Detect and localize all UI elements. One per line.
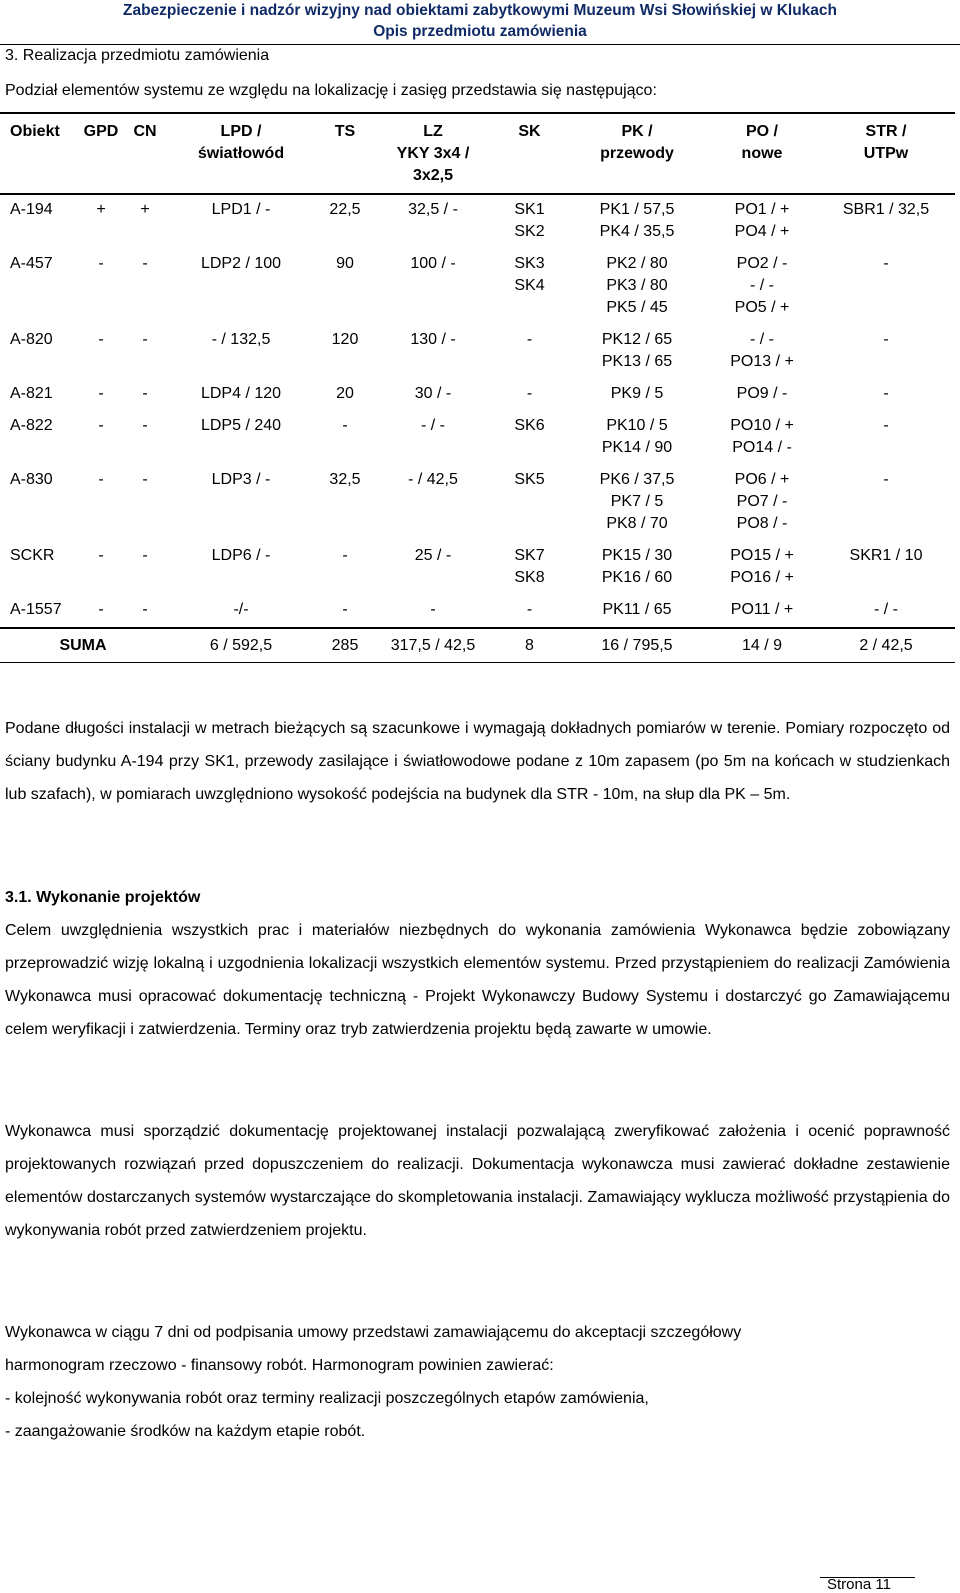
paragraph-schedule — [5, 1316, 950, 1448]
document-header — [0, 0, 960, 42]
table-body — [0, 194, 955, 628]
cell-lpd: LDP3 / - — [211, 471, 271, 488]
cell-sk-line: SK4 — [514, 277, 545, 294]
cell-lz: 32,5 / - — [408, 201, 458, 218]
cell-str: SBR1 / 32,5 — [842, 201, 930, 218]
cell-pk-line: PK7 / 5 — [610, 493, 664, 510]
col-header-pk — [567, 113, 707, 194]
subsection-title: 3.1. Wykonanie projektów — [5, 889, 201, 906]
cell-cn: - — [142, 417, 148, 434]
cell-obiekt: A-1557 — [10, 601, 62, 618]
cell-str: - — [883, 385, 889, 402]
col-header-lz-line: YKY 3x4 / — [396, 145, 470, 162]
cell-po-line: PO4 / + — [734, 223, 790, 240]
cell-str: - / - — [874, 601, 898, 618]
cell-sk — [492, 379, 567, 411]
sum-label: SUMA — [0, 628, 166, 663]
cell-gpd: - — [98, 331, 104, 348]
cell-ts: 22,5 — [329, 201, 361, 218]
cell-po-line: - / - — [750, 277, 774, 294]
cell-obiekt: A-457 — [10, 255, 53, 272]
cell-po-line: PO6 / + — [734, 471, 790, 488]
cell-pk-line: PK16 / 60 — [601, 569, 673, 586]
cell-po — [707, 595, 817, 628]
col-header-lpd — [166, 113, 316, 194]
cell-sk-line: SK1 — [514, 201, 545, 218]
cell-ts: 20 — [336, 385, 354, 402]
cell-gpd: - — [98, 255, 104, 272]
header-title: Zabezpieczenie i nadzór wizyjny nad obiektami zabytkowymi Muzeum Wsi Słowińskiej w Klukach — [122, 2, 838, 19]
cell-sk-line: - — [526, 601, 533, 618]
cell-lz: 25 / - — [414, 547, 452, 564]
sum-sk: 8 — [492, 628, 567, 663]
cell-obiekt: SCKR — [10, 547, 55, 564]
col-header-po-line: nowe — [741, 145, 783, 162]
col-header-str-line: STR / — [865, 123, 907, 140]
cell-cn: - — [142, 471, 148, 488]
cell-pk — [567, 194, 707, 249]
cell-sk — [492, 411, 567, 465]
col-header-lz-line: LZ — [423, 123, 443, 140]
cell-pk-line: PK4 / 35,5 — [599, 223, 675, 240]
table-row — [0, 595, 955, 628]
cell-lpd: -/- — [233, 601, 249, 618]
sum-pk: 16 / 795,5 — [567, 628, 707, 663]
cell-obiekt: A-830 — [10, 471, 53, 488]
cell-po-line: PO1 / + — [734, 201, 790, 218]
col-header-po — [707, 113, 817, 194]
cell-cn: - — [142, 255, 148, 272]
schedule-line: Wykonawca w ciągu 7 dni od podpisania umowy przedstawi zamawiającemu do akceptacji szczegółowy — [5, 1324, 742, 1341]
cell-obiekt: A-194 — [10, 201, 53, 218]
cell-po-line: PO11 / + — [730, 601, 794, 618]
cell-sk-line: SK2 — [514, 223, 545, 240]
cell-po-line: - / - — [750, 331, 774, 348]
cell-gpd: + — [96, 201, 106, 218]
sum-po: 14 / 9 — [707, 628, 817, 663]
schedule-bullet: - zaangażowanie środków na każdym etapie robót. — [5, 1423, 366, 1440]
cell-ts: 32,5 — [329, 471, 361, 488]
table-row — [0, 411, 955, 465]
system-elements-table — [0, 112, 955, 663]
cell-str: - — [883, 417, 889, 434]
sum-lpd: 6 / 592,5 — [166, 628, 316, 663]
cell-pk — [567, 465, 707, 541]
cell-po-line: PO16 / + — [730, 569, 794, 586]
cell-lpd: LDP2 / 100 — [200, 255, 282, 272]
col-header-str — [817, 113, 955, 194]
cell-lpd: - / 132,5 — [211, 331, 271, 348]
schedule-line: harmonogram rzeczowo - finansowy robót. Harmonogram powinien zawierać: — [5, 1357, 554, 1374]
cell-po-line: PO13 / + — [730, 353, 794, 370]
cell-pk-line: PK6 / 37,5 — [599, 471, 675, 488]
col-header-gpd: GPD — [78, 113, 124, 194]
table-row — [0, 465, 955, 541]
col-header-pk-line: PK / — [621, 123, 653, 140]
cell-cn: - — [142, 385, 148, 402]
col-header-lpd-line: LPD / — [220, 123, 262, 140]
cell-gpd: - — [98, 601, 104, 618]
cell-sk — [492, 249, 567, 325]
cell-gpd: - — [98, 471, 104, 488]
cell-pk-line: PK3 / 80 — [606, 277, 668, 294]
cell-sk-line: - — [526, 331, 533, 348]
table-row — [0, 249, 955, 325]
cell-po — [707, 541, 817, 595]
cell-po-line: PO15 / + — [730, 547, 794, 564]
cell-pk — [567, 379, 707, 411]
col-header-lpd-line: światłowód — [197, 145, 285, 162]
cell-po — [707, 325, 817, 379]
cell-obiekt: A-822 — [10, 417, 53, 434]
cell-ts: - — [342, 601, 348, 618]
cell-sk — [492, 465, 567, 541]
col-header-po-line: PO / — [745, 123, 778, 140]
cell-pk — [567, 595, 707, 628]
cell-str: - — [883, 255, 889, 272]
schedule-bullet: - kolejność wykonywania robót oraz terminy realizacji poszczególnych etapów zamówienia, — [5, 1390, 649, 1407]
cell-pk-line: PK8 / 70 — [606, 515, 668, 532]
cell-cn: - — [142, 601, 148, 618]
cell-lpd: LDP5 / 240 — [200, 417, 282, 434]
cell-gpd: - — [98, 385, 104, 402]
cell-sk — [492, 595, 567, 628]
cell-ts: - — [342, 417, 348, 434]
cell-lz: - / 42,5 — [408, 471, 458, 488]
table-sum-row — [0, 628, 955, 663]
cell-sk — [492, 194, 567, 249]
cell-lz: - / - — [421, 417, 445, 434]
col-header-lz — [374, 113, 492, 194]
sum-ts: 285 — [316, 628, 374, 663]
cell-pk — [567, 249, 707, 325]
cell-pk-line: PK1 / 57,5 — [599, 201, 675, 218]
table-row — [0, 194, 955, 249]
cell-sk-line: SK7 — [514, 547, 545, 564]
cell-po — [707, 249, 817, 325]
cell-pk-line: PK9 / 5 — [610, 385, 664, 402]
page-number: Strona 11 — [827, 1576, 891, 1593]
cell-sk-line: SK5 — [514, 471, 545, 488]
table-row — [0, 379, 955, 411]
col-header-ts: TS — [316, 113, 374, 194]
cell-cn: - — [142, 331, 148, 348]
section-intro: Podział elementów systemu ze względu na lokalizację i zasięg przedstawia się następująco: — [5, 82, 657, 99]
table-row — [0, 325, 955, 379]
cell-po-line: PO9 / - — [736, 385, 788, 402]
cell-obiekt: A-820 — [10, 331, 53, 348]
cell-sk-line: SK3 — [514, 255, 545, 272]
cell-pk — [567, 325, 707, 379]
cell-ts: - — [342, 547, 348, 564]
sum-str: 2 / 42,5 — [817, 628, 955, 663]
cell-obiekt: A-821 — [10, 385, 53, 402]
cell-ts: 90 — [336, 255, 354, 272]
cell-pk-line: PK11 / 65 — [602, 601, 672, 618]
cell-gpd: - — [98, 547, 104, 564]
cell-lpd: LDP6 / - — [211, 547, 271, 564]
cell-lz: 30 / - — [414, 385, 452, 402]
cell-po-line: PO5 / + — [734, 299, 790, 316]
cell-lz: 130 / - — [410, 331, 456, 348]
header-subtitle: Opis przedmiotu zamówienia — [373, 23, 587, 40]
cell-sk — [492, 325, 567, 379]
cell-pk-line: PK15 / 30 — [601, 547, 673, 564]
cell-sk-line: SK6 — [514, 417, 545, 434]
col-header-sk: SK — [492, 113, 567, 194]
cell-po — [707, 411, 817, 465]
cell-po-line: PO10 / + — [730, 417, 794, 434]
col-header-cn: CN — [124, 113, 166, 194]
table-row — [0, 541, 955, 595]
cell-pk-line: PK14 / 90 — [601, 439, 673, 456]
cell-po-line: PO8 / - — [736, 515, 788, 532]
col-header-obiekt: Obiekt — [0, 113, 78, 194]
cell-lz: - — [430, 601, 436, 618]
cell-po-line: PO7 / - — [736, 493, 788, 510]
cell-po — [707, 465, 817, 541]
cell-lpd: LDP4 / 120 — [200, 385, 282, 402]
header-divider — [0, 44, 960, 45]
cell-cn: - — [142, 547, 148, 564]
cell-pk-line: PK13 / 65 — [601, 353, 673, 370]
sum-lz: 317,5 / 42,5 — [374, 628, 492, 663]
col-header-pk-line: przewody — [600, 145, 674, 162]
cell-pk — [567, 411, 707, 465]
table-header-row — [0, 113, 955, 194]
cell-str: - — [883, 471, 889, 488]
cell-po-line: PO2 / - — [736, 255, 788, 272]
cell-str: SKR1 / 10 — [849, 547, 923, 564]
cell-sk-line: SK8 — [514, 569, 545, 586]
cell-cn: + — [140, 201, 150, 218]
cell-pk-line: PK10 / 5 — [606, 417, 668, 434]
paragraph-project-requirements: Celem uwzględnienia wszystkich prac i materiałów niezbędnych do wykonania zamówienia Wykonawca będzie zobowiązany przeprowadzić wizję lokalną i uzgodnienia lokalizacji wszystkich elementów systemu. Przed przystąpieniem do realizacji Zamówienia Wykonawca musi opracować dokumentację techniczną - Projekt Wykonawczy Budowy Systemu i dostarczyć go Zamawiającemu celem weryfikacji i zatwierdzenia. Terminy oraz tryb zatwierdzenia projektu będą zawarte w umowie. — [5, 922, 950, 1038]
cell-pk-line: PK12 / 65 — [601, 331, 673, 348]
cell-gpd: - — [98, 417, 104, 434]
cell-pk-line: PK5 / 45 — [606, 299, 668, 316]
cell-lz: 100 / - — [410, 255, 456, 272]
col-header-str-line: UTPw — [863, 145, 909, 162]
paragraph-measurements: Podane długości instalacji w metrach bieżących są szacunkowe i wymagają dokładnych pomiarów w terenie. Pomiary rozpoczęto od ściany budynku A-194 przy SK1, przewody zasilające i światłowodowe podane z 10m zapasem (po 5m na końcach w studzienkach lub szafach), w pomiarach uwzględniono wysokość podejścia na budynek dla STR - 10m, na słup dla PK – 5m. — [5, 720, 950, 803]
cell-po-line: PO14 / - — [732, 439, 792, 456]
cell-po — [707, 379, 817, 411]
cell-po — [707, 194, 817, 249]
paragraph-documentation: Wykonawca musi sporządzić dokumentację projektowanej instalacji pozwalającą zweryfikować założenia i ocenić poprawność projektowanych rozwiązań przed dopuszczeniem do realizacji. Dokumentacja wykonawcza musi zawierać dokładne zestawienie elementów dostarczanych systemów wystarczające do skompletowania instalacji. Zamawiający wyklucza możliwość przystąpienia do wykonywania robót przed zatwierdzeniem projektu. — [5, 1123, 950, 1239]
cell-ts: 120 — [331, 331, 359, 348]
cell-lpd: LPD1 / - — [211, 201, 271, 218]
cell-str: - — [883, 331, 889, 348]
cell-pk — [567, 541, 707, 595]
col-header-lz-line: 3x2,5 — [412, 167, 454, 184]
cell-pk-line: PK2 / 80 — [606, 255, 668, 272]
cell-sk — [492, 541, 567, 595]
section-title: 3. Realizacja przedmiotu zamówienia — [5, 47, 270, 64]
cell-sk-line: - — [526, 385, 533, 402]
